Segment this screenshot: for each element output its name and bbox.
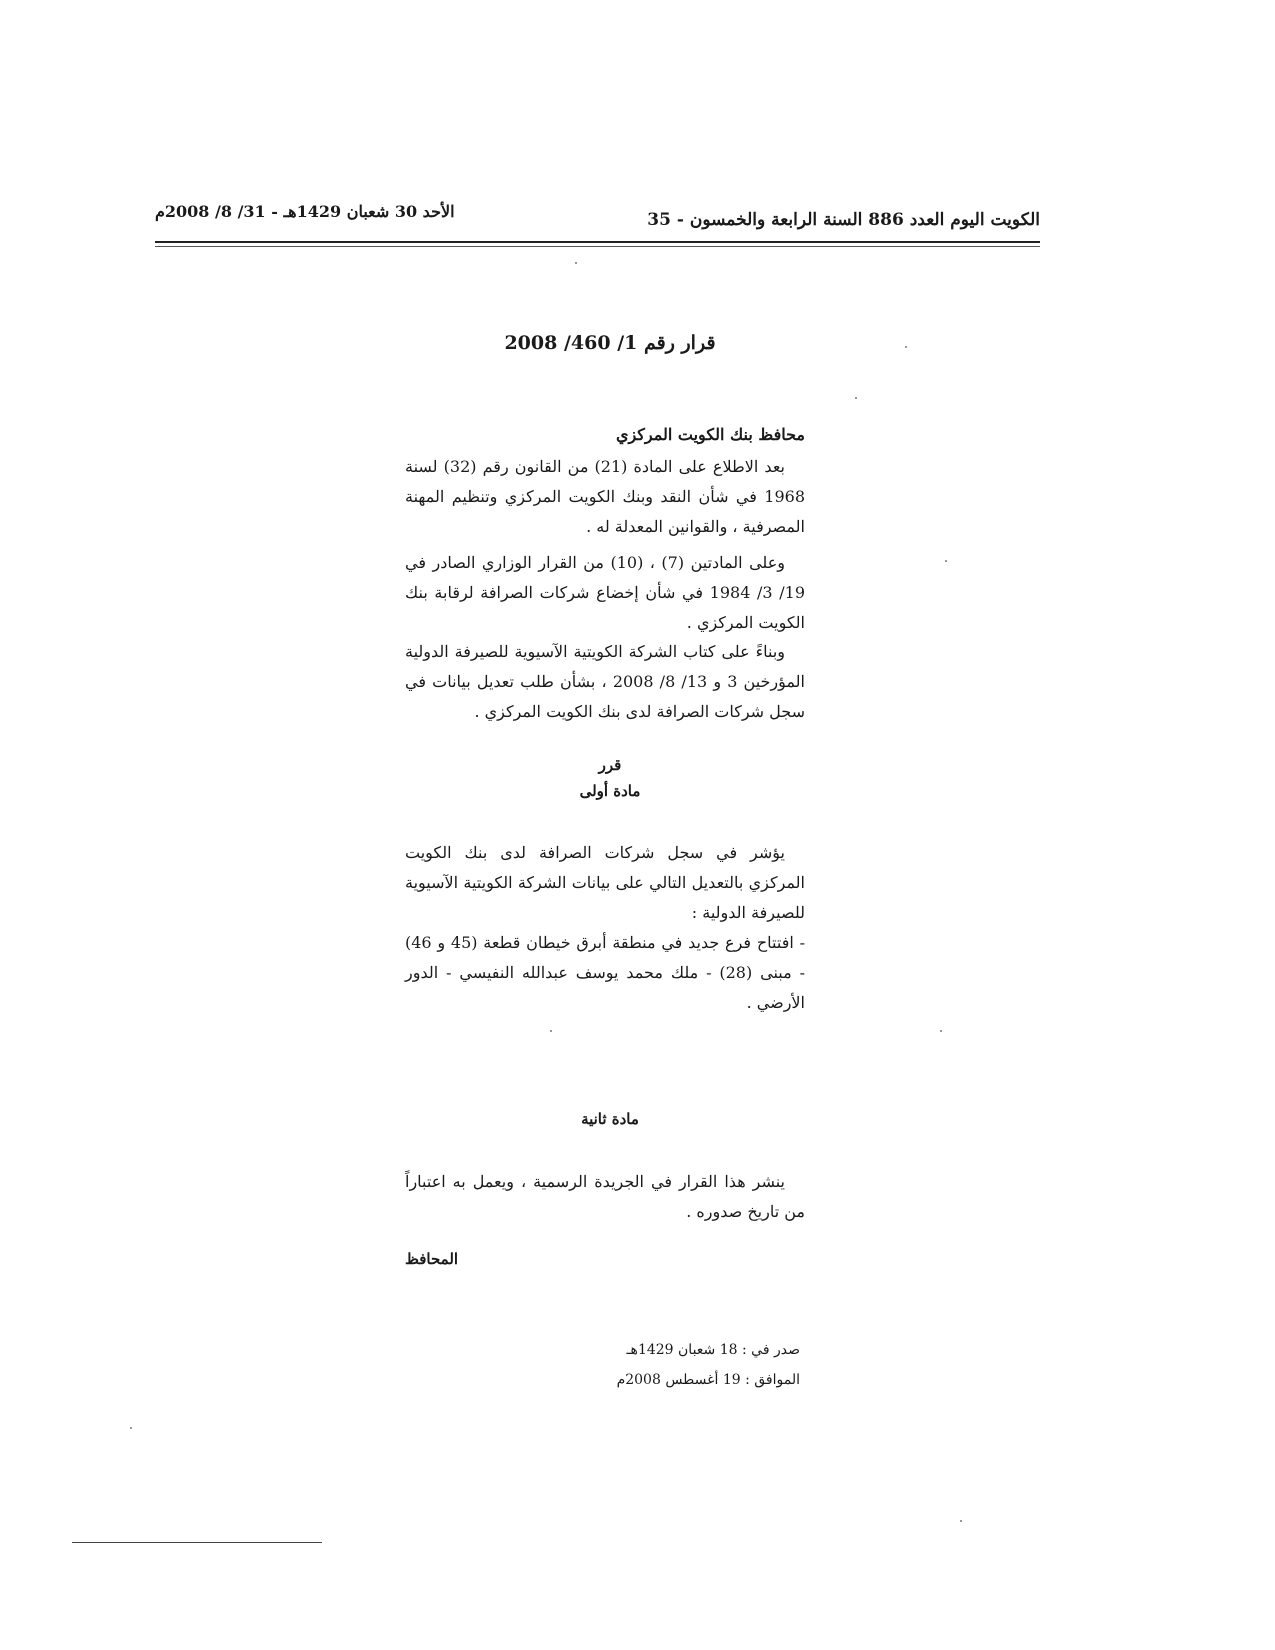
preamble-paragraph-3 — [405, 637, 805, 727]
signature-title: المحافظ — [405, 1250, 459, 1268]
scan-speck — [855, 397, 857, 399]
issued-date-hijri: صدر في : 18 شعبان 1429هـ — [626, 1342, 800, 1358]
scan-speck — [575, 262, 577, 264]
header-rule-thin — [155, 246, 1040, 247]
article-2-body — [405, 1167, 805, 1227]
scan-speck — [130, 1427, 132, 1429]
page-header — [155, 198, 1040, 244]
issuer-line: محافظ بنك الكويت المركزي — [615, 425, 805, 444]
article-2-heading: مادة ثانية — [581, 1110, 639, 1128]
preamble-paragraph-2 — [405, 548, 805, 638]
scan-speck — [960, 1520, 962, 1522]
article-1-heading: مادة أولى — [579, 782, 641, 800]
header-rule-thick — [155, 241, 1040, 243]
footnote-rule — [72, 1542, 322, 1543]
article-1-text: يؤشر في سجل شركات الصرافة لدى بنك الكويت المركزي بالتعديل التالي على بيانات الشركة الكويتية الآسيوية للصيرفة الدولية : — [405, 843, 805, 922]
decision-title: قرار رقم 1/ 460/ 2008 — [504, 332, 716, 354]
scan-speck — [945, 560, 947, 562]
scan-speck — [940, 1030, 942, 1032]
preamble-paragraph-1 — [405, 452, 805, 542]
header-date: الأحد 30 شعبان 1429هـ - 31/ 8/ 2008م — [155, 202, 455, 221]
preamble-text: وعلى المادتين (7) ، (10) من القرار الوزاري الصادر في 19/ 3/ 1984 في شأن إخضاع شركات الصرافة لرقابة بنك الكويت المركزي . — [405, 553, 806, 632]
article-1-body — [405, 838, 805, 1018]
article-2-text: ينشر هذا القرار في الجريدة الرسمية ، ويعمل به اعتباراً من تاريخ صدوره . — [405, 1172, 805, 1221]
preamble-text: بعد الاطلاع على المادة (21) من القانون رقم (32) لسنة 1968 في شأن النقد وبنك الكويت المركزي وتنظيم المهنة المصرفية ، والقوانين المعدلة له . — [405, 457, 805, 536]
scan-speck — [905, 346, 907, 348]
scan-speck — [550, 1030, 552, 1032]
header-issue-info: الكويت اليوم العدد 886 السنة الرابعة والخمسون - 35 — [647, 210, 1040, 230]
preamble-text: وبناءً على كتاب الشركة الكويتية الآسيوية للصيرفة الدولية المؤرخين 3 و 13/ 8/ 2008 ، بشأن طلب تعديل بيانات في سجل شركات الصرافة لدى بنك الكويت المركزي . — [405, 642, 805, 721]
issued-date-gregorian: الموافق : 19 أغسطس 2008م — [616, 1372, 800, 1388]
article-1-item: - افتتاح فرع جديد في منطقة أبرق خيطان قطعة (45 و 46) - مبنى (28) - ملك محمد يوسف عبدالله النفيسي - الدور الأرضي . — [405, 933, 805, 1012]
decided-heading: قرر — [598, 756, 622, 774]
